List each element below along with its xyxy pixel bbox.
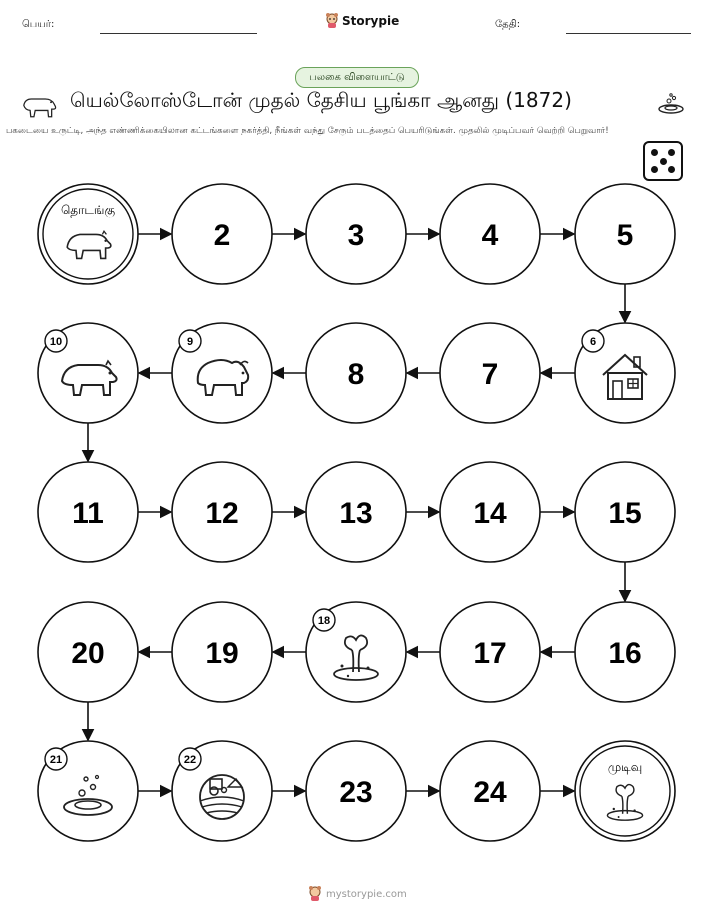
space-number: 20 xyxy=(71,637,105,670)
instructions: பகடையை உருட்டி, அந்த எண்ணிக்கையிலான கட்டங்களை நகர்த்தி, நீங்கள் வந்து சேரும் படத்தைப் பெயரிடுங்கள். முதலில் முடிப்பவர் வெற்றி பெறுவார்! xyxy=(6,126,609,136)
footer xyxy=(308,886,407,902)
space-number: 22 xyxy=(183,754,197,766)
space-number: 21 xyxy=(49,754,63,766)
storypie-mascot-icon xyxy=(308,886,322,902)
board-space-7[interactable] xyxy=(440,323,540,423)
board-space-4[interactable] xyxy=(440,184,540,284)
space-number: 3 xyxy=(347,219,365,252)
board-space-23[interactable] xyxy=(306,741,406,841)
board-space-13[interactable] xyxy=(306,462,406,562)
board-space-8[interactable] xyxy=(306,323,406,423)
space-number: 6 xyxy=(589,336,597,348)
space-number: 15 xyxy=(608,497,642,530)
space-number: 7 xyxy=(481,358,499,391)
board-space-24[interactable] xyxy=(440,741,540,841)
space-number: 13 xyxy=(339,497,373,530)
space-number: 11 xyxy=(72,497,104,530)
board-space-3[interactable] xyxy=(306,184,406,284)
board-space-10[interactable] xyxy=(38,323,138,423)
space-number: 18 xyxy=(317,615,331,627)
board-space-18[interactable] xyxy=(306,602,406,702)
board-space-14[interactable] xyxy=(440,462,540,562)
finish-label: முடிவு xyxy=(607,760,643,774)
footer-url[interactable]: mystorypie.com xyxy=(326,888,407,900)
space-number: 4 xyxy=(481,219,499,252)
board-space-12[interactable] xyxy=(172,462,272,562)
date-label: தேதி: xyxy=(495,19,521,30)
space-number: 17 xyxy=(473,637,507,670)
board-space-22[interactable] xyxy=(172,741,272,841)
space-number: 24 xyxy=(473,776,507,809)
space-number: 19 xyxy=(205,637,239,670)
space-number: 16 xyxy=(608,637,642,670)
space-number: 23 xyxy=(339,776,373,809)
board-space-5[interactable] xyxy=(575,184,675,284)
board-space-15[interactable] xyxy=(575,462,675,562)
start-space[interactable] xyxy=(38,184,138,284)
space-number: 9 xyxy=(186,336,194,348)
board-space-17[interactable] xyxy=(440,602,540,702)
space-number: 10 xyxy=(49,336,63,348)
board-space-16[interactable] xyxy=(575,602,675,702)
board-game-badge: பலகை விளையாட்டு xyxy=(295,67,419,88)
board-space-2[interactable] xyxy=(172,184,272,284)
start-label: தொடங்கு xyxy=(60,203,116,217)
space-number: 2 xyxy=(213,219,231,252)
space-number: 5 xyxy=(616,219,634,252)
finish-space[interactable] xyxy=(575,741,675,841)
space-number: 8 xyxy=(347,358,365,391)
board-space-9[interactable] xyxy=(172,323,272,423)
board-space-21[interactable] xyxy=(38,741,138,841)
brand-name: Storypie xyxy=(342,14,400,28)
board-space-11[interactable] xyxy=(38,462,138,562)
space-number: 12 xyxy=(205,497,239,530)
name-label: பெயர்: xyxy=(22,19,55,30)
board-space-20[interactable] xyxy=(38,602,138,702)
page-title: யெல்லோஸ்டோன் முதல் தேசிய பூங்கா ஆனது (1872) xyxy=(70,88,572,112)
space-number: 14 xyxy=(473,497,507,530)
board-space-19[interactable] xyxy=(172,602,272,702)
board-space-6[interactable] xyxy=(575,323,675,423)
